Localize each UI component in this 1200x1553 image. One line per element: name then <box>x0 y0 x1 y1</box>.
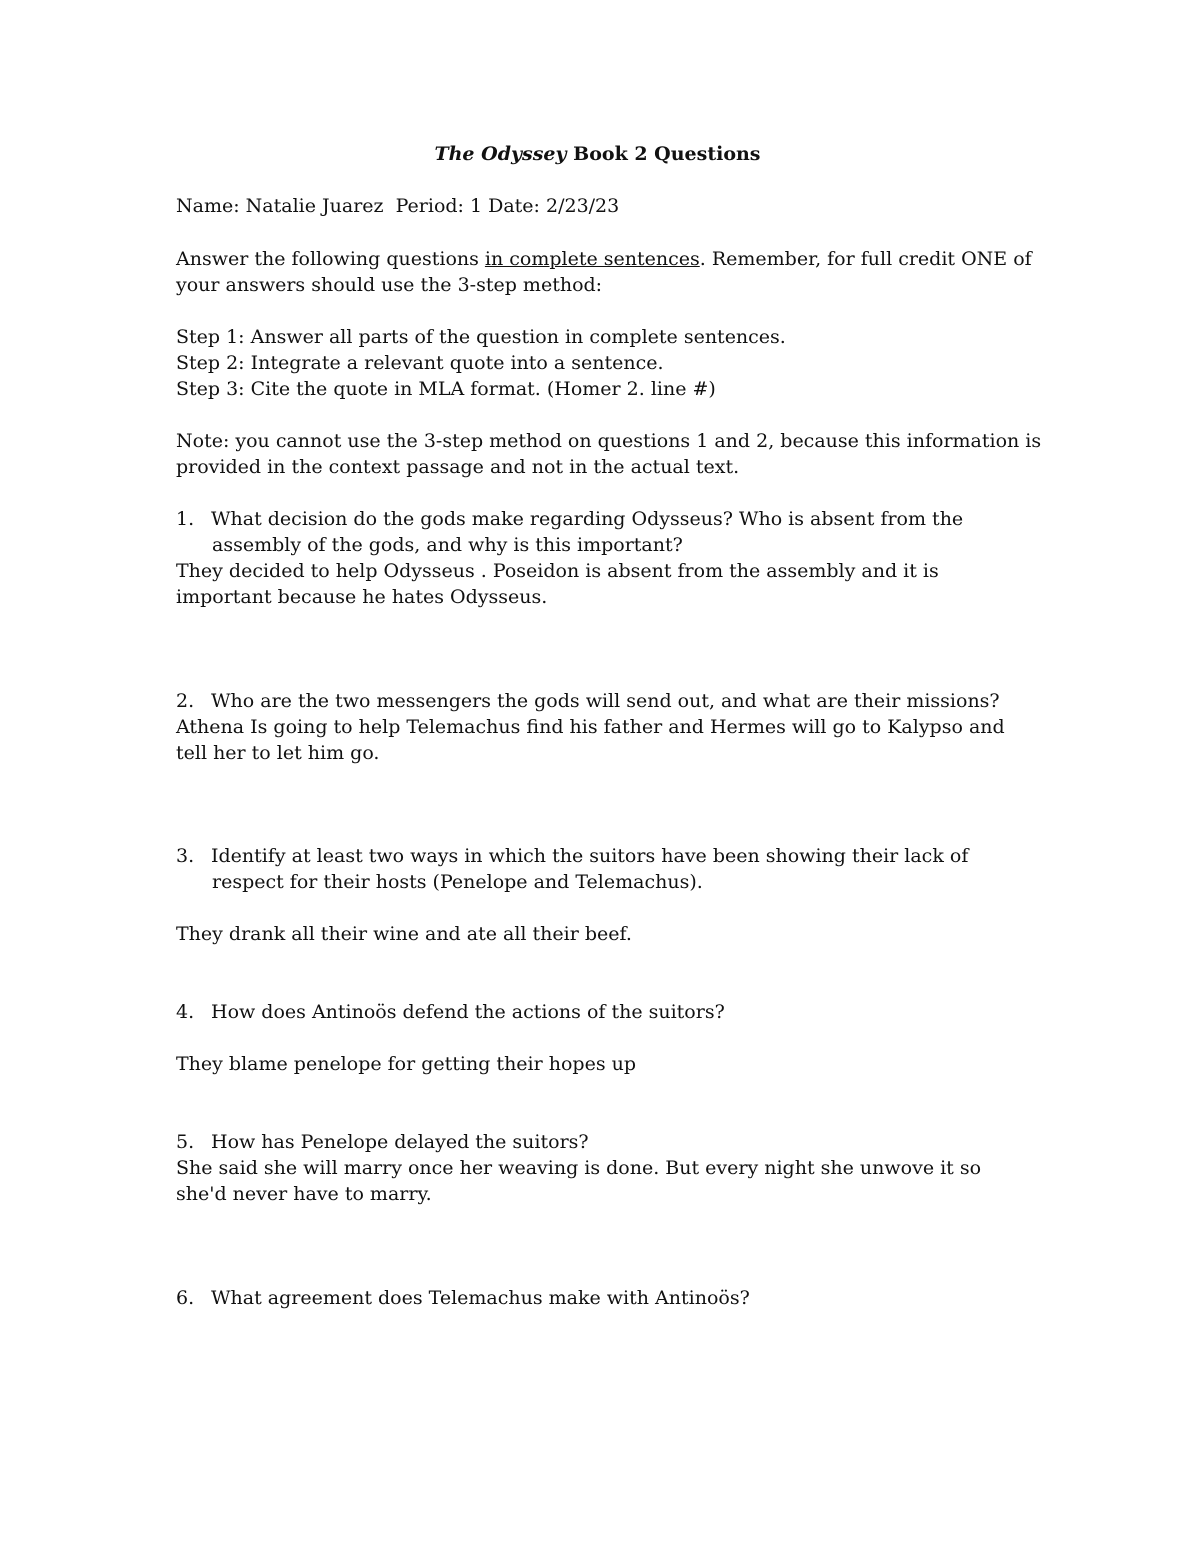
question-number: 5. <box>176 1131 195 1153</box>
instructions-text-a: Answer the following questions <box>176 248 485 270</box>
step-2: Step 2: Integrate a relevant quote into a sentence. <box>176 352 664 374</box>
answer-2-line-1: Athena Is going to help Telemachus find his father and Hermes will go to Kalypso and <box>176 716 1005 738</box>
title-italic: The Odyssey <box>434 143 567 165</box>
question-1 <box>176 506 963 532</box>
question-number: 6. <box>176 1287 195 1309</box>
question-2 <box>176 688 1000 714</box>
student-info: Name: Natalie Juarez Period: 1 Date: 2/23/23 <box>176 195 620 217</box>
question-3-line-2: respect for their hosts (Penelope and Telemachus). <box>212 871 703 893</box>
question-text: What agreement does Telemachus make with Antinoös? <box>211 1287 750 1309</box>
question-4 <box>176 999 725 1025</box>
question-text: How has Penelope delayed the suitors? <box>211 1131 589 1153</box>
answer-3-line-1: They drank all their wine and ate all their beef. <box>176 923 632 945</box>
answer-5-line-1: She said she will marry once her weaving is done. But every night she unwove it so <box>176 1157 982 1179</box>
step-1: Step 1: Answer all parts of the question in complete sentences. <box>176 326 786 348</box>
question-number: 1. <box>176 508 195 530</box>
note-line-1: Note: you cannot use the 3-step method on questions 1 and 2, because this information is <box>176 430 1042 452</box>
question-text: How does Antinoös defend the actions of the suitors? <box>211 1001 725 1023</box>
question-text: What decision do the gods make regarding Odysseus? Who is absent from the <box>211 508 964 530</box>
answer-1-line-2: important because he hates Odysseus. <box>176 586 548 608</box>
question-number: 3. <box>176 845 195 867</box>
note-line-2: provided in the context passage and not in the actual text. <box>176 456 740 478</box>
instructions-underlined: in complete sentences <box>484 248 700 270</box>
instructions-text-b: . Remember, for full credit ONE of <box>699 248 1032 270</box>
question-text: Who are the two messengers the gods will send out, and what are their missions? <box>211 690 1000 712</box>
answer-1-line-1: They decided to help Odysseus . Poseidon is absent from the assembly and it is <box>176 560 939 582</box>
question-text: Identify at least two ways in which the suitors have been showing their lack of <box>211 845 969 867</box>
question-1-line-2: assembly of the gods, and why is this important? <box>212 534 683 556</box>
instructions-line-2: your answers should use the 3-step method: <box>176 274 603 296</box>
title-rest: Book 2 Questions <box>566 143 761 165</box>
question-number: 4. <box>176 1001 195 1023</box>
step-3: Step 3: Cite the quote in MLA format. (Homer 2. line #) <box>176 378 716 400</box>
question-3 <box>176 843 968 869</box>
answer-2-line-2: tell her to let him go. <box>176 742 380 764</box>
question-6 <box>176 1285 750 1311</box>
answer-4-line-1: They blame penelope for getting their hopes up <box>176 1053 637 1075</box>
page-title <box>0 141 1195 167</box>
question-number: 2. <box>176 690 195 712</box>
instructions-line-1 <box>176 246 1032 272</box>
answer-5-line-2: she'd never have to marry. <box>176 1183 432 1205</box>
question-5 <box>176 1129 589 1155</box>
